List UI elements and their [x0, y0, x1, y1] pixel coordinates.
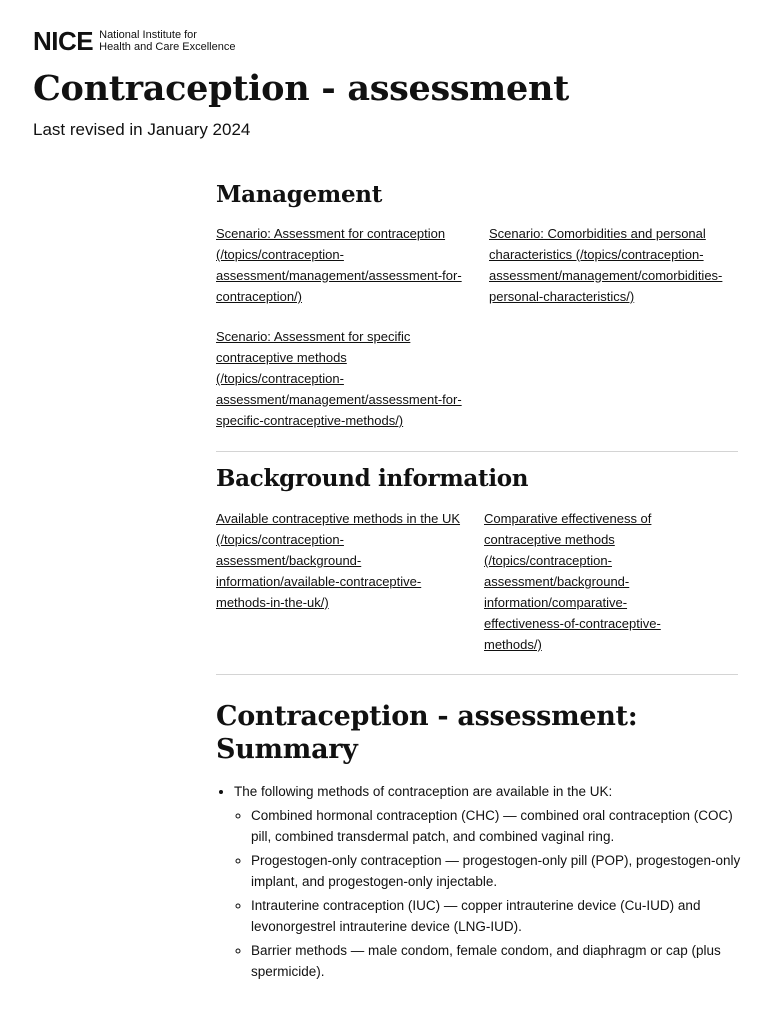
summary-intro: The following methods of contraception are available in the UK:: [234, 784, 613, 799]
list-item: ◦ Intrauterine contraception (IUC) — copper intrauterine device (Cu-IUD) and levonorgestrel intrauterine device (LNG-IUD).: [251, 895, 756, 937]
logo-line-1: National Institute for: [99, 28, 197, 41]
list-item: ◦ Progestogen-only contraception — progestogen-only pill (POP), progestogen-only implant, and progestogen-only injectable.: [251, 850, 756, 892]
summary-heading: Contraception - assessment: Summary: [216, 701, 638, 765]
link-assessment-specific-methods[interactable]: Scenario: Assessment for specific contraceptive methods (/topics/contraception-assessment/management/assessment-for-specific-contraceptive-methods/): [216, 329, 462, 428]
divider: [216, 674, 738, 675]
management-heading: Management: [216, 181, 383, 208]
link-available-methods-uk[interactable]: Available contraceptive methods in the UK (/topics/contraception-assessment/background-information/available-contraceptive-methods-in-the-uk/): [216, 511, 461, 610]
methods-list: [234, 805, 756, 982]
link-assessment-for-contraception[interactable]: Scenario: Assessment for contraception (/topics/contraception-assessment/management/assessment-for-contraception/): [216, 226, 462, 304]
logo-line-2: Health and Care Excellence: [99, 41, 236, 53]
divider: [216, 451, 738, 452]
nice-logo-mark: NICE: [33, 26, 94, 56]
link-comorbidities-personal-characteristics[interactable]: Scenario: Comorbidities and personal characteristics (/topics/contraception-assessment/management/comorbidities-personal-characteristics/): [489, 226, 723, 304]
background-heading: Background information: [216, 465, 529, 492]
last-revised: Last revised in January 2024: [33, 120, 251, 139]
summary-list: [216, 781, 756, 985]
link-comparative-effectiveness[interactable]: Comparative effectiveness of contraceptive methods (/topics/contraception-assessment/background-information/comparative-effectiveness-of-contraceptive-methods/): [484, 511, 661, 652]
nice-logo-text: [99, 29, 235, 54]
list-item: [234, 781, 756, 982]
nice-logo[interactable]: [33, 28, 235, 54]
list-item: ◦ Combined hormonal contraception (CHC) — combined oral contraception (COC) pill, combined transdermal patch, and combined vaginal ring.: [251, 805, 756, 847]
page-title: Contraception - assessment: [33, 68, 570, 109]
list-item: ◦ Barrier methods — male condom, female condom, and diaphragm or cap (plus spermicide).: [251, 940, 756, 982]
